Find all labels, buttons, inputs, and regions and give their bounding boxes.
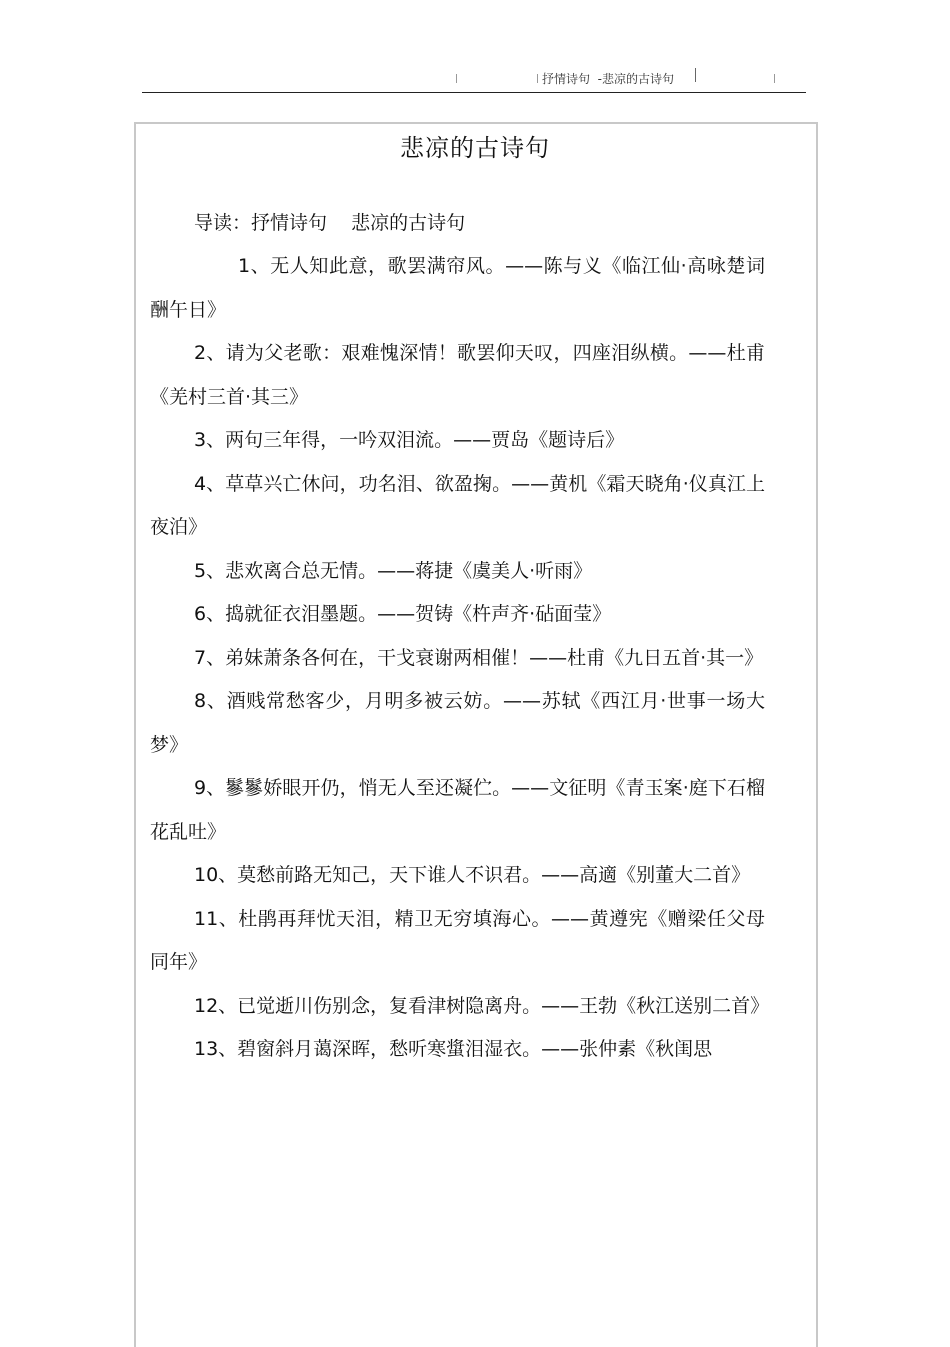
header-divider [537,74,538,83]
poem-line-2: 2、请为父老歌：艰难愧深情！歌罢仰天叹，四座泪纵横。——杜甫《羌村三首·其三》 [150,342,765,408]
poem-line-12: 12、已觉逝川伤别念，复看津树隐离舟。——王勃《秋江送别二首》 [194,994,770,1017]
poem-line-3: 3、两句三年得，一吟双泪流。——贾岛《题诗后》 [194,429,625,451]
poem-list [150,245,770,1072]
poem-line-8: 8、酒贱常愁客少，月明多被云妨。——苏轼《西江月·世事一场大梦》 [150,690,765,756]
poem-line-9: 9、鬖鬖娇眼开仍，悄无人至还凝伫。——文征明《青玉案·庭下石榴花乱吐》 [150,777,765,843]
page-title: 悲凉的古诗句 [400,134,550,162]
poem-line-7: 7、弟妹萧条各何在，干戈衰谢两相催！——杜甫《九日五首·其一》 [194,646,764,669]
poem-line-4: 4、草草兴亡休问，功名泪、欲盈掬。——黄机《霜天晓角·仪真江上夜泊》 [150,472,765,538]
poem-line-13: 13、碧窗斜月蔼深晖，愁听寒螀泪湿衣。——张仲素《秋闺思 [194,1038,713,1060]
header-text: 抒情诗句 -悲凉的古诗句 [542,72,674,86]
poem-line-10: 10、莫愁前路无知己，天下谁人不识君。——高適《别董大二首》 [194,864,751,886]
poem-line-5: 5、悲欢离合总无情。——蒋捷《虞美人·听雨》 [194,559,593,582]
lead-text: 导读：抒情诗句 悲凉的古诗句 [194,212,466,234]
page-header [142,66,806,93]
poem-line-1: 1、无人知此意，歌罢满帘风。——陈与义《临江仙·高咏楚词酬午日》 [150,255,765,321]
header-divider [774,74,775,83]
header-divider [456,74,457,83]
header-divider [695,68,696,82]
poem-line-6: 6、捣就征衣泪墨题。——贺铸《杵声齐·砧面莹》 [194,603,612,625]
poem-line-11: 11、杜鹃再拜忧天泪，精卫无穷填海心。——黄遵宪《赠梁任父母同年》 [150,907,765,973]
